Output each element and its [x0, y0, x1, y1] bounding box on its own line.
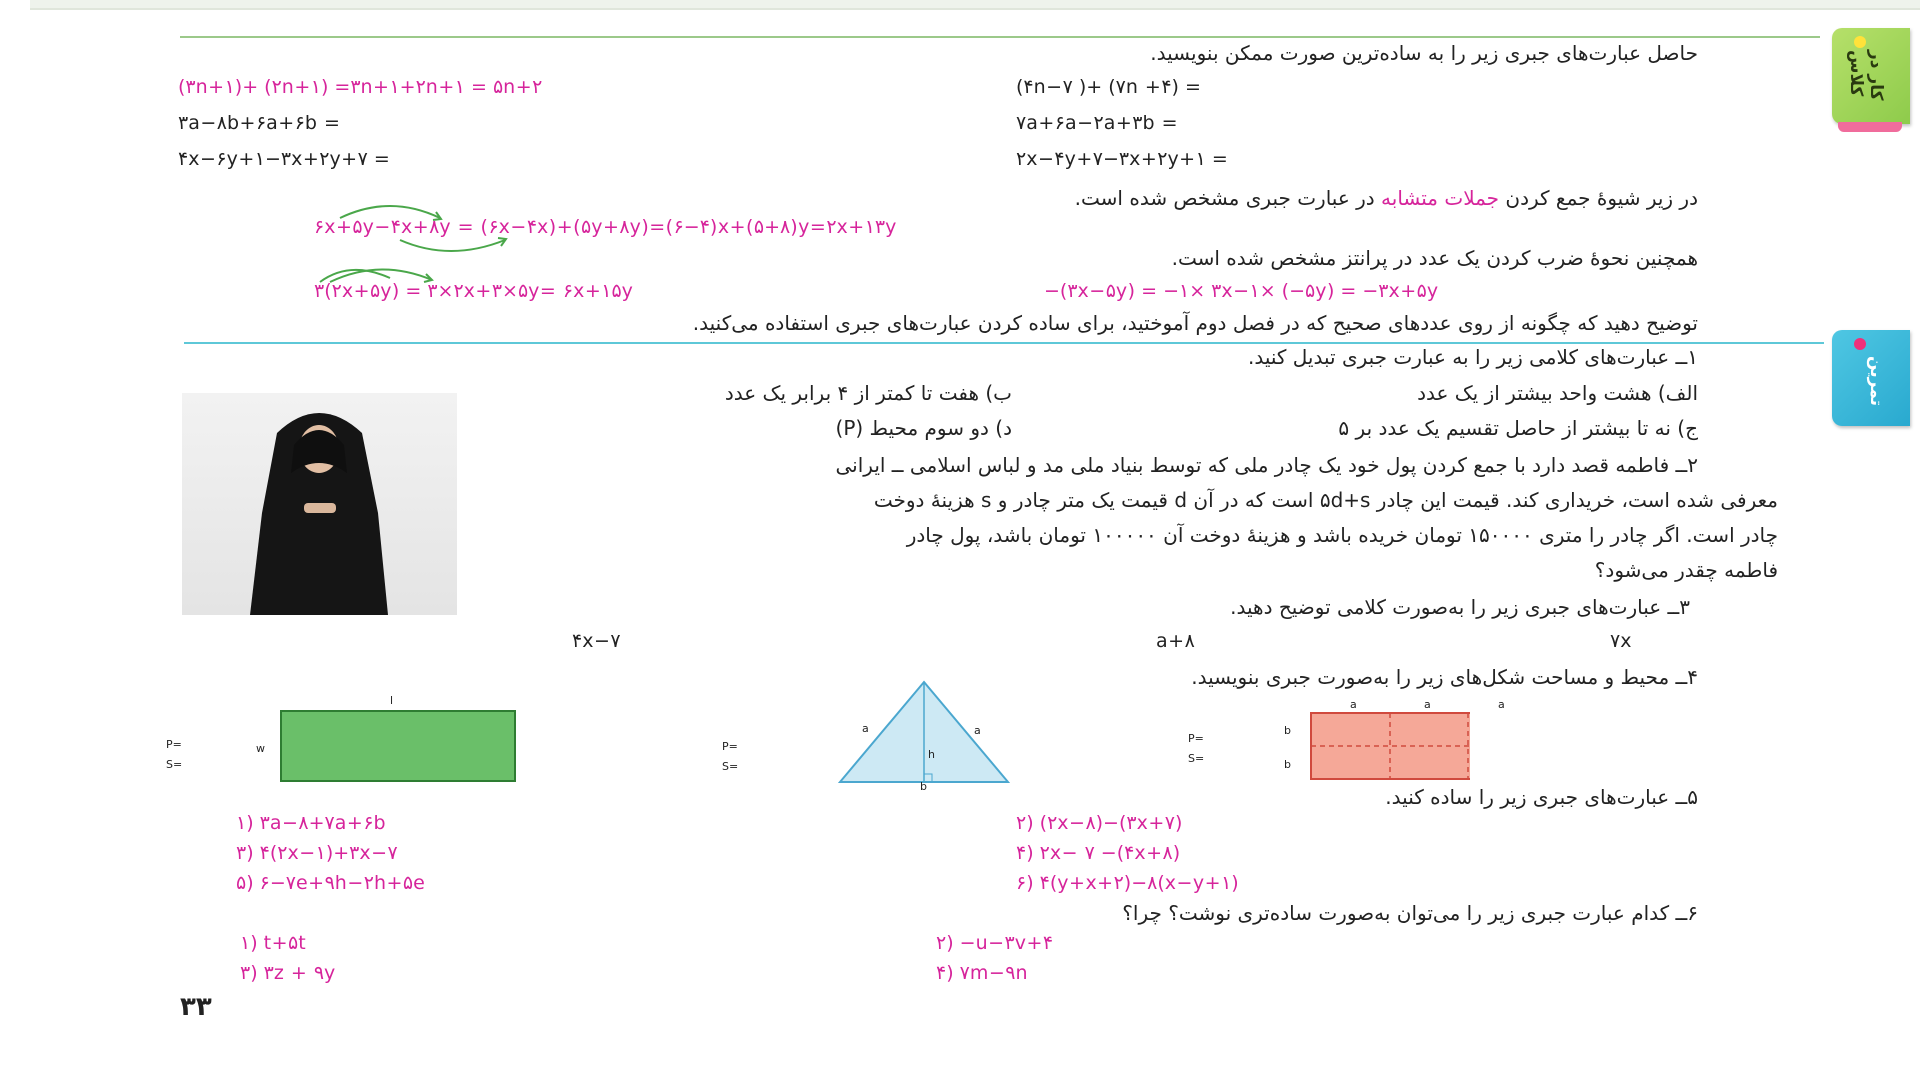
exercise-2-line-3: چادر است. اگر چادر را متری ۱۵۰۰۰۰ تومان خریده باشد و هزینهٔ دوخت آن ۱۰۰۰۰۰ تومان باشد، پول چادر	[906, 523, 1778, 547]
exercise-6-item-3: ۳) ۳z + ۹y	[240, 962, 336, 984]
page-number: ۳۳	[180, 992, 212, 1022]
distribute-equation-1: ۳(۲x+۵y) = ۳×۲x+۳×۵y= ۶x+۱۵y	[314, 280, 634, 302]
question-3: ۷a+۶a−۲a+۳b =	[1016, 112, 1179, 134]
question-2: ۳a−۸b+۶a+۶b =	[178, 112, 341, 134]
exercise-4-prompt: ۴ــ محیط و مساحت شکل‌های زیر را به‌صورت جبری بنویسید.	[1191, 665, 1698, 689]
rect-area-label: S=	[166, 758, 183, 771]
triangle-side-a-left: a	[862, 722, 869, 735]
exercise-3-item-3: ۴x−۷	[572, 630, 621, 652]
exercise-6-item-2: ۲) −u−۳v+۴	[936, 932, 1054, 954]
exercise-6-item-4: ۴) ۷m−۹n	[936, 962, 1029, 984]
exercise-3-prompt: ۳ــ عبارت‌های جبری زیر را به‌صورت کلامی توضیح دهید.	[1230, 595, 1690, 619]
rect-width-label: w	[256, 742, 265, 755]
like-terms-pre: در زیر شیوهٔ جمع کردن	[1499, 186, 1698, 210]
distribute-text: همچنین نحوهٔ ضرب کردن یک عدد در پرانتز مشخص شده است.	[1171, 246, 1698, 270]
exercise-5-item-2: ۲) (۲x−۸)−(۳x+۷)	[1016, 812, 1183, 834]
distribute-equation-2: −(۳x−۵y) = −۱× ۳x−۱× (−۵y) = −۳x+۵y	[1044, 280, 1439, 302]
explain-text: توضیح دهید که چگونه از روی عددهای صحیح که در فصل دوم آموختید، برای ساده کردن عبارت‌های جبری استفاده می‌کنید.	[692, 311, 1698, 335]
grid-top-a-3: a	[1498, 698, 1505, 711]
exercise-5-item-1: ۱) ۳a−۸+۷a+۶b	[236, 812, 387, 834]
grid-top-a-2: a	[1424, 698, 1431, 711]
question-1: (۴n−۷ )+ (۷n +۴) =	[1016, 76, 1201, 98]
chador-figure-image	[182, 393, 457, 615]
grid-top-a-1: a	[1350, 698, 1357, 711]
green-rectangle	[280, 710, 516, 782]
like-terms-text	[1075, 185, 1698, 211]
tab-dot-icon	[1854, 338, 1866, 350]
exercise-2-line-2: معرفی شده است، خریداری کند. قیمت این چادر ۵d+s است که در آن d قیمت یک متر چادر و s هزینهٔ دوخت	[873, 488, 1778, 512]
exercise-5-prompt: ۵ــ عبارت‌های جبری زیر را ساده کنید.	[1385, 785, 1698, 809]
grid-side-b-1: b	[1284, 724, 1291, 737]
question-4: ۴x−۶y+۱−۳x+۲y+۷ =	[178, 148, 390, 170]
like-terms-post: در عبارت جبری مشخص شده است.	[1074, 186, 1382, 210]
exercise-6-prompt: ۶ــ کدام عبارت جبری زیر را می‌توان به‌صورت ساده‌تری نوشت؟ چرا؟	[1122, 901, 1698, 925]
exercise-1c: ج) نه تا بیشتر از حاصل تقسیم یک عدد بر ۵	[1338, 416, 1698, 440]
exercise-2-line-1: ۲ــ فاطمه قصد دارد با جمع کردن پول خود یک چادر ملی که توسط بنیاد ملی مد و لباس اسلامی ــ ایرانی	[835, 453, 1698, 477]
exercise-1d: د) دو سوم محیط (P)	[835, 416, 1012, 440]
tab-dot-icon	[1854, 36, 1866, 48]
like-terms-equation: ۶x+۵y−۴x+۸y = (۶x−۴x)+(۵y+۸y)=(۶−۴)x+(۵+۸)y=۲x+۱۳y	[314, 216, 897, 238]
rect-length-label: l	[390, 694, 394, 707]
classwork-intro: حاصل عبارت‌های جبری زیر را به ساده‌ترین صورت ممکن بنویسید.	[1150, 41, 1698, 65]
exercise-tab	[1832, 330, 1910, 426]
triangle-side-a-right: a	[974, 724, 981, 737]
triangle-height-label: h	[928, 748, 935, 761]
salmon-rectangle	[1310, 712, 1470, 784]
exercise-1b: ب) هفت تا کمتر از ۴ برابر یک عدد	[724, 381, 1012, 405]
exercise-tab-label: تمرین	[1866, 356, 1886, 407]
triangle-area-label: S=	[722, 760, 739, 773]
classwork-tab	[1832, 28, 1910, 124]
exercise-5-item-5: ۵) ۶−۷e+۹h−۲h+۵e	[236, 872, 426, 894]
grid-side-b-2: b	[1284, 758, 1291, 771]
like-terms-keyword: جملات متشابه	[1381, 186, 1500, 210]
chador-photo	[182, 393, 457, 615]
rect-perimeter-label: P=	[166, 738, 182, 751]
classwork-rule	[180, 36, 1820, 38]
exercise-3-item-2: a+۸	[1156, 630, 1195, 652]
exercise-5-item-6: ۶) ۴(y+x+۲)−۸(x−y+۱)	[1016, 872, 1239, 894]
exercise-1a: الف) هشت واحد بیشتر از یک عدد	[1417, 381, 1698, 405]
top-border	[30, 0, 1920, 10]
exercise-2-line-4: فاطمه چقدر می‌شود؟	[1594, 558, 1778, 582]
classwork-tab-label: کار در کلاس	[1846, 50, 1886, 101]
triangle-base-label: b	[920, 780, 927, 793]
grid-perimeter-label: P=	[1188, 732, 1204, 745]
exercise-1-prompt: ۱ــ عبارت‌های کلامی زیر را به عبارت جبری تبدیل کنید.	[1247, 345, 1698, 369]
worked-example: (۳n+۱)+ (۲n+۱) =۳n+۱+۲n+۱ = ۵n+۲	[178, 76, 543, 98]
triangle-perimeter-label: P=	[722, 740, 738, 753]
grid-area-label: S=	[1188, 752, 1205, 765]
question-5: ۲x−۴y+۷−۳x+۲y+۱ =	[1016, 148, 1228, 170]
exercise-5-item-3: ۳) ۴(۲x−۱)+۳x−۷	[236, 842, 398, 864]
exercise-3-item-1: ۷x	[1610, 630, 1632, 652]
exercise-6-item-1: ۱) t+۵t	[240, 932, 307, 954]
exercise-5-item-4: ۴) ۲x− ۷ −(۴x+۸)	[1016, 842, 1181, 864]
tab-shadow-strip	[1838, 122, 1902, 132]
